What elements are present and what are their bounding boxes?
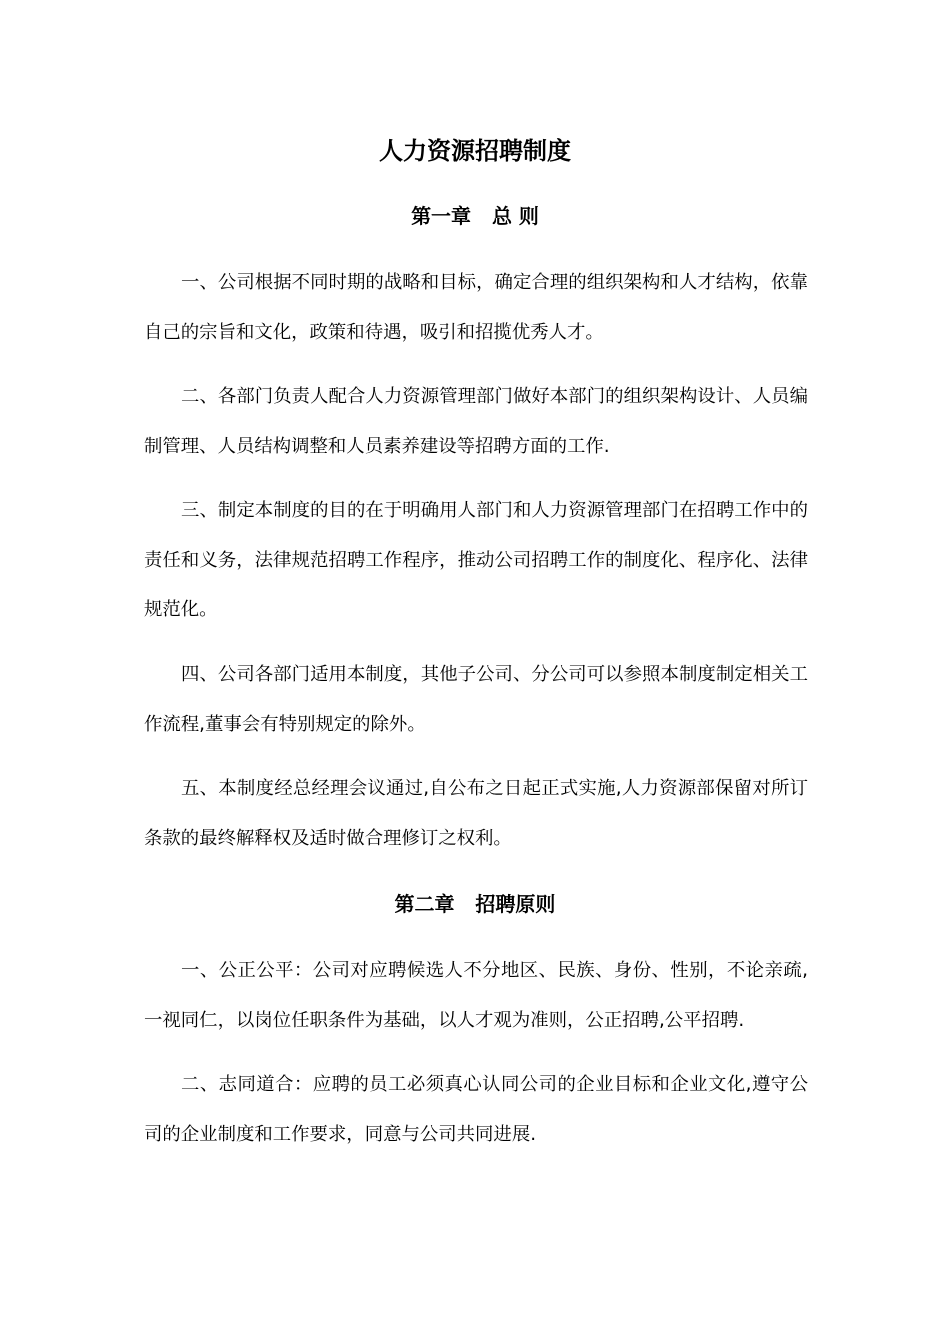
- chapter-1-paragraph-4: 四、公司各部门适用本制度，其他子公司、分公司可以参照本制度制定相关工作流程,董事会有特别规定的除外。: [144, 664, 808, 735]
- chapter-2-heading: 第二章 招聘原则: [394, 892, 556, 916]
- document-title: 人力资源招聘制度: [379, 137, 571, 165]
- chapter-2-paragraph-1: 一、公正公平：公司对应聘候选人不分地区、民族、身份、性别，不论亲疏,一视同仁，以岗位任职条件为基础，以人才观为准则，公正招聘,公平招聘.: [144, 960, 808, 1031]
- chapter-2-paragraph-2: 二、志同道合：应聘的员工必须真心认同公司的企业目标和企业文化,遵守公司的企业制度和工作要求，同意与公司共同进展.: [144, 1074, 808, 1145]
- chapter-1-paragraph-1: 一、公司根据不同时期的战略和目标，确定合理的组织架构和人才结构，依靠自己的宗旨和文化，政策和待遇，吸引和招揽优秀人才。: [144, 272, 808, 343]
- chapter-1-paragraph-2: 二、各部门负责人配合人力资源管理部门做好本部门的组织架构设计、人员编制管理、人员结构调整和人员素养建设等招聘方面的工作.: [144, 386, 808, 457]
- chapter-1-heading: 第一章 总 则: [411, 204, 539, 228]
- chapter-1-paragraph-5: 五、本制度经总经理会议通过,自公布之日起正式实施,人力资源部保留对所订条款的最终解释权及适时做合理修订之权利。: [144, 778, 808, 849]
- chapter-1-paragraph-3: 三、制定本制度的目的在于明确用人部门和人力资源管理部门在招聘工作中的责任和义务，法律规范招聘工作程序，推动公司招聘工作的制度化、程序化、法律规范化。: [144, 500, 808, 620]
